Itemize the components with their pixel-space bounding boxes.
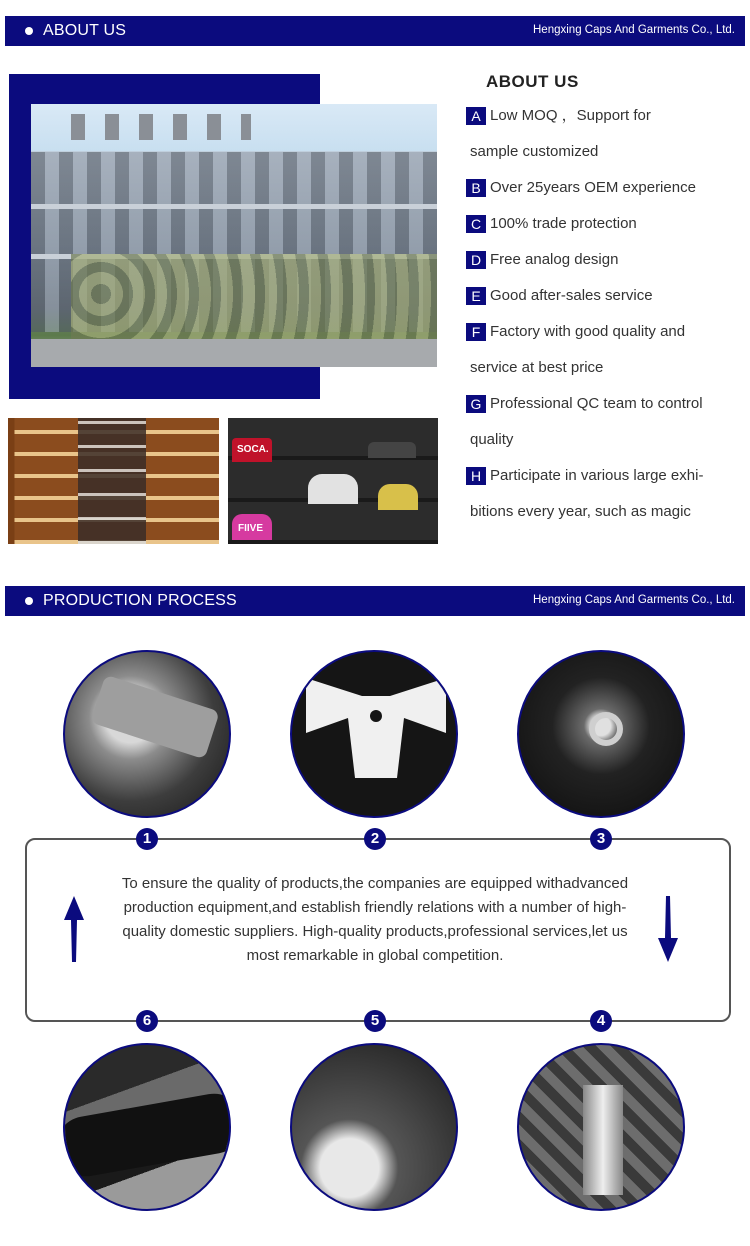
- production-process-header-bar: [5, 586, 745, 616]
- cap-label: FIIVE: [238, 523, 264, 534]
- about-item-f-continued: service at best price: [470, 359, 604, 376]
- process-photo-1: [63, 650, 231, 818]
- process-photo-5: [290, 1043, 458, 1211]
- item-text: Over 25years OEM experience: [490, 179, 696, 196]
- bullet-dot-icon: [25, 597, 33, 605]
- arrow-up-icon: [64, 896, 84, 962]
- item-letter-badge: B: [466, 179, 486, 197]
- factory-building-photo: [31, 104, 437, 367]
- item-text: Professional QC team to control: [490, 395, 703, 412]
- step-number-3: 3: [590, 828, 612, 850]
- about-heading: ABOUT US: [486, 72, 579, 91]
- about-item-g: [466, 394, 703, 414]
- item-letter-badge: H: [466, 467, 486, 485]
- section-title: PRODUCTION PROCESS: [43, 592, 237, 609]
- step-number-1: 1: [136, 828, 158, 850]
- about-item-h-continued: bitions every year, such as magic: [470, 503, 691, 520]
- company-name: Hengxing Caps And Garments Co., Ltd.: [533, 24, 735, 36]
- section-title: ABOUT US: [43, 22, 127, 39]
- step-number-6: 6: [136, 1010, 158, 1032]
- about-item-g-continued: quality: [470, 431, 514, 448]
- item-text: Participate in various large exhi-: [490, 467, 704, 484]
- about-us-header-bar: [5, 16, 745, 46]
- item-text: Good after-sales service: [490, 287, 653, 304]
- about-item-f: [466, 322, 685, 342]
- about-item-h: [466, 466, 703, 486]
- item-letter-badge: C: [466, 215, 486, 233]
- cap-showroom-photo: [8, 418, 219, 544]
- bullet-dot-icon: [25, 27, 33, 35]
- cap-label: SOCA.: [237, 444, 269, 455]
- about-item-a-continued: sample customized: [470, 143, 599, 160]
- about-item-b: [466, 178, 696, 198]
- step-number-4: 4: [590, 1010, 612, 1032]
- step-number-5: 5: [364, 1010, 386, 1032]
- about-item-d: [466, 250, 618, 270]
- process-photo-4: [517, 1043, 685, 1211]
- cap-display-shelf-photo: [228, 418, 438, 544]
- arrow-down-icon: [658, 896, 678, 962]
- item-letter-badge: G: [466, 395, 486, 413]
- item-text: Factory with good quality and: [490, 323, 686, 340]
- item-text: Free analog design: [490, 251, 619, 268]
- process-photo-6: [63, 1043, 231, 1211]
- about-item-e: [466, 286, 653, 306]
- process-photo-2: [290, 650, 458, 818]
- item-letter-badge: A: [466, 107, 486, 125]
- step-number-2: 2: [364, 828, 386, 850]
- process-description: To ensure the quality of products,the companies are equipped withadvanced production equipment,and establish friendly relations with a number of high-quality domestic suppliers. High-quality products,professional services,let us most remarkable in global competition.: [121, 875, 629, 964]
- item-letter-badge: D: [466, 251, 486, 269]
- about-item-a: [466, 106, 651, 126]
- process-photo-3: [517, 650, 685, 818]
- item-text: 100% trade protection: [490, 215, 637, 232]
- item-text: Low MOQ ，Support for: [490, 107, 651, 124]
- item-letter-badge: F: [466, 323, 486, 341]
- company-name: Hengxing Caps And Garments Co., Ltd.: [533, 594, 735, 606]
- about-item-c: [466, 214, 637, 234]
- item-letter-badge: E: [466, 287, 486, 305]
